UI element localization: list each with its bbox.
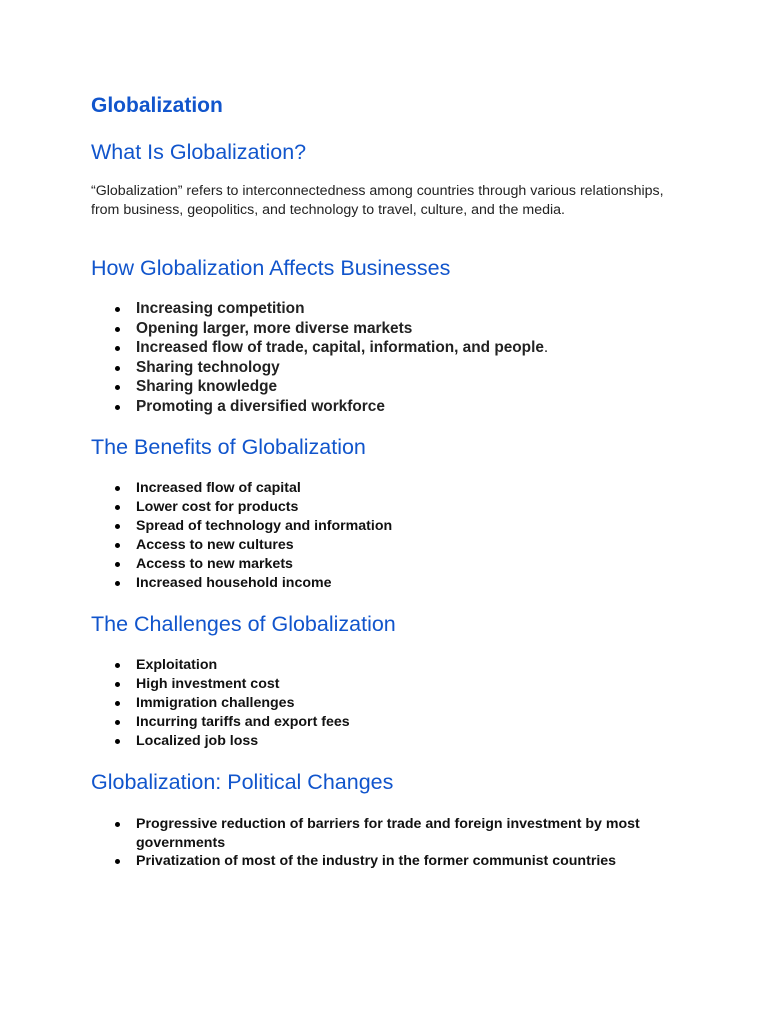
- list-item: Sharing knowledge: [91, 377, 548, 397]
- document-title: Globalization: [91, 94, 223, 117]
- list-item: Lower cost for products: [91, 498, 392, 517]
- political-changes-list: [91, 815, 691, 871]
- list-item: Immigration challenges: [91, 694, 350, 713]
- heading-political-changes: Globalization: Political Changes: [91, 770, 394, 794]
- list-item: Progressive reduction of barriers for trade and foreign investment by most governments: [91, 815, 691, 852]
- benefits-list: [91, 479, 392, 593]
- heading-challenges: The Challenges of Globalization: [91, 612, 396, 636]
- intro-paragraph: “Globalization” refers to interconnectedness among countries through various relationships, from business, geopolitics, and technology to travel, culture, and the media.: [91, 183, 664, 218]
- list-item: Opening larger, more diverse markets: [91, 319, 548, 339]
- list-item: Increasing competition: [91, 299, 548, 319]
- heading-what-is-globalization: What Is Globalization?: [91, 140, 307, 164]
- list-item: Promoting a diversified workforce: [91, 397, 548, 417]
- challenges-list: [91, 656, 350, 751]
- list-item: Exploitation: [91, 656, 350, 675]
- list-item: Access to new cultures: [91, 536, 392, 555]
- trailing-period: .: [543, 339, 549, 356]
- list-item: Privatization of most of the industry in the former communist countries: [91, 852, 691, 871]
- list-item: Increased flow of capital: [91, 479, 392, 498]
- list-item: Localized job loss: [91, 732, 350, 751]
- list-item: Sharing technology: [91, 358, 548, 378]
- business-effects-list: [91, 299, 548, 416]
- list-item: Access to new markets: [91, 555, 392, 574]
- list-item: Spread of technology and information: [91, 517, 392, 536]
- heading-business-effects: How Globalization Affects Businesses: [91, 256, 451, 280]
- list-item: High investment cost: [91, 675, 350, 694]
- list-item: Increased household income: [91, 574, 392, 593]
- heading-benefits: The Benefits of Globalization: [91, 435, 366, 459]
- list-item: Increased flow of trade, capital, information, and people.: [91, 338, 548, 358]
- list-item: Incurring tariffs and export fees: [91, 713, 350, 732]
